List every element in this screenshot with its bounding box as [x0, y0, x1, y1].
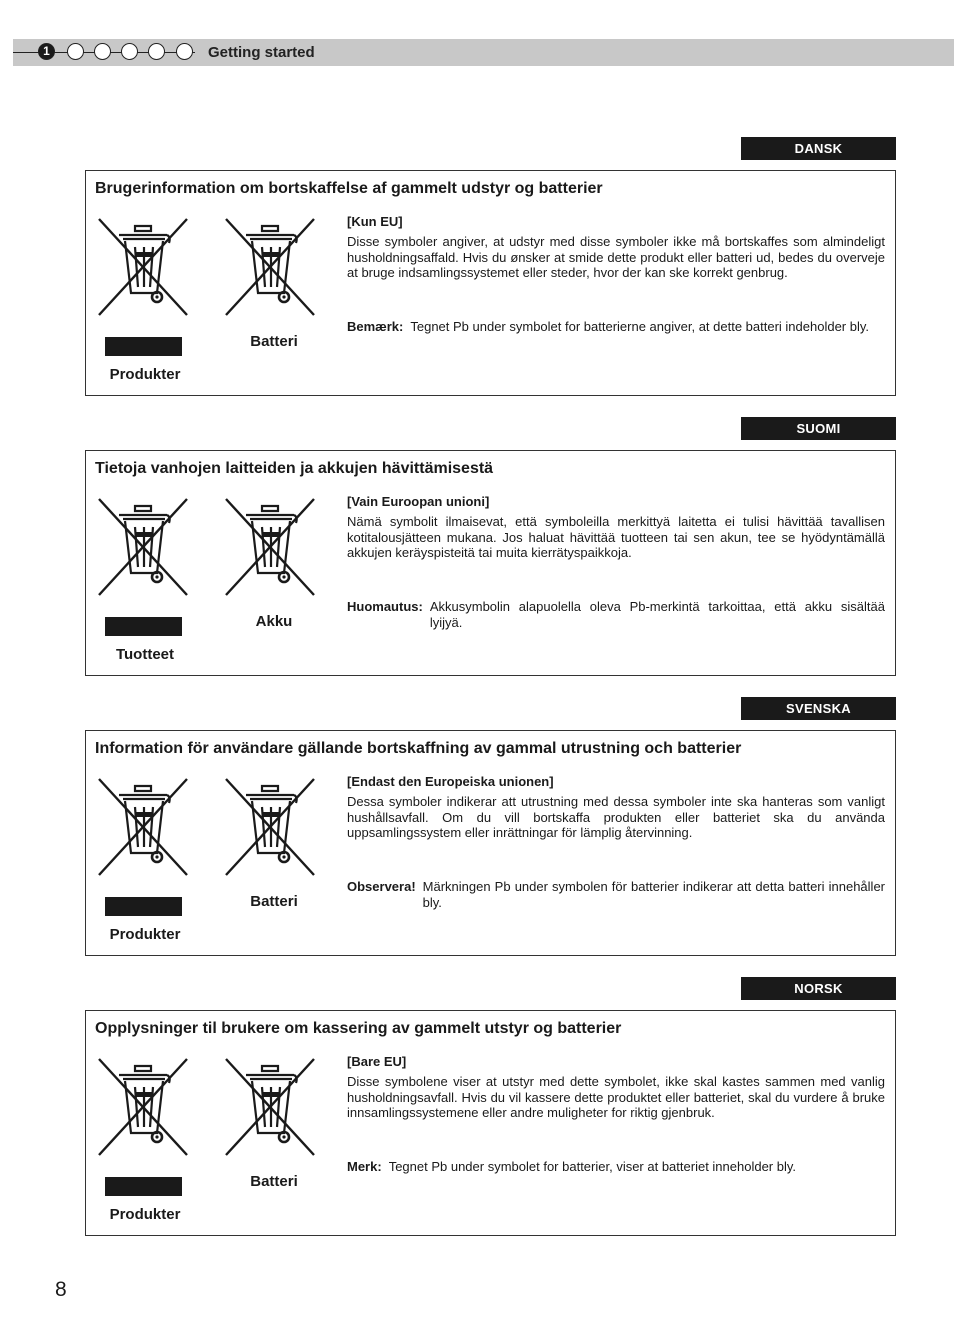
note-text: Tegnet Pb under symbolet for batterierne angiver, at dette batteri indeholder bly. — [410, 319, 870, 334]
product-black-bar — [105, 897, 182, 916]
crossed-bin-icon — [95, 495, 191, 599]
note-row — [347, 879, 885, 910]
step-dot — [121, 43, 138, 60]
crossed-bin-icon — [95, 1055, 191, 1159]
language-tab: NORSK — [741, 977, 896, 1000]
note-text: Akkusymbolin alapuolella oleva Pb-merkintä tarkoittaa, että akku sisältää lyijyä. — [429, 599, 885, 630]
disposal-description: Dessa symboler indikerar att utrustning med dessa symboler inte ska hanteras som vanligt hushållsavfall. Om du vill bortskaffa produkten eller batteriet ska du använda uppsamlingssystem eller inrättningar för lämplig återvinning. — [347, 794, 885, 841]
section-title: Opplysninger til brukere om kassering av gammelt utstyr og batterier — [95, 1020, 622, 1037]
products-label: Tuotteet — [115, 646, 175, 663]
disposal-info-box — [85, 450, 896, 676]
battery-label: Batteri — [250, 1173, 298, 1190]
section-title: Tietoja vanhojen laitteiden ja akkujen hävittämisestä — [95, 460, 494, 477]
note-text: Tegnet Pb under symbolet for batterier, viser at batteriet inneholder bly. — [388, 1159, 797, 1174]
section-title: Brugerinformation om bortskaffelse af gammelt udstyr og batterier — [95, 180, 603, 197]
note-label: Huomautus: — [347, 599, 423, 614]
note-row — [347, 599, 885, 630]
crossed-bin-icon — [222, 1055, 318, 1159]
battery-label: Akku — [255, 613, 293, 630]
eu-only-label: [Endast den Europeiska unionen] — [347, 774, 554, 789]
chapter-title: Getting started — [208, 44, 315, 61]
product-black-bar — [105, 1177, 182, 1196]
products-label: Produkter — [109, 366, 181, 383]
step-dot — [94, 43, 111, 60]
crossed-bin-icon — [95, 775, 191, 879]
crossed-bin-icon — [95, 215, 191, 319]
language-tab: DANSK — [741, 137, 896, 160]
disposal-info-box — [85, 170, 896, 396]
language-tab: SUOMI — [741, 417, 896, 440]
step-dot — [67, 43, 84, 60]
note-label: Observera! — [347, 879, 416, 894]
note-text: Märkningen Pb under symbolen för batterier indikerar att detta batteri innehåller bly. — [422, 879, 885, 910]
disposal-description: Disse symbolene viser at utstyr med dette symbolet, ikke skal kastes sammen med vanlig husholdningsavfall. Hvis du vil kassere dette produktet eller batteriet, skal du vurdere å bruke innsamlingssystemene eller andre muligheter for riktig gjenbruk. — [347, 1074, 885, 1121]
disposal-info-box — [85, 1010, 896, 1236]
disposal-description: Disse symboler angiver, at udstyr med disse symboler ikke må bortskaffes som almindeligt husholdningsaffald. Hvis du ønsker at smide dette produkt eller batteri ud, bedes du overveje at bruge indsamlingssystemet eller steder, hvor der kan ske korrekt genbrug. — [347, 234, 885, 281]
crossed-bin-icon — [222, 215, 318, 319]
product-black-bar — [105, 617, 182, 636]
page-number: 8 — [55, 1278, 67, 1301]
note-row — [347, 319, 885, 335]
eu-only-label: [Kun EU] — [347, 214, 403, 229]
disposal-info-box — [85, 730, 896, 956]
products-label: Produkter — [109, 1206, 181, 1223]
battery-label: Batteri — [250, 333, 298, 350]
eu-only-label: [Vain Euroopan unioni] — [347, 494, 490, 509]
step-dot — [148, 43, 165, 60]
eu-only-label: [Bare EU] — [347, 1054, 407, 1069]
battery-label: Batteri — [250, 893, 298, 910]
note-row — [347, 1159, 885, 1175]
section-title: Information för användare gällande bortskaffning av gammal utrustning och batterier — [95, 740, 742, 757]
chapter-step-indicator — [38, 43, 198, 62]
crossed-bin-icon — [222, 495, 318, 599]
step-dot-active: 1 — [38, 43, 55, 60]
crossed-bin-icon — [222, 775, 318, 879]
products-label: Produkter — [109, 926, 181, 943]
product-black-bar — [105, 337, 182, 356]
language-tab: SVENSKA — [741, 697, 896, 720]
note-label: Merk: — [347, 1159, 382, 1174]
note-label: Bemærk: — [347, 319, 404, 334]
disposal-description: Nämä symbolit ilmaisevat, että symboleilla merkittyä laitetta ei tulisi hävittää tavallisen kotitalousjätteen mukana. Jos haluat hävittää tuotteen tai sen akun, tee se hyödyntämällä akkujen keräyspisteitä tai muita kierrätyspaikkoja. — [347, 514, 885, 561]
step-dot — [176, 43, 193, 60]
